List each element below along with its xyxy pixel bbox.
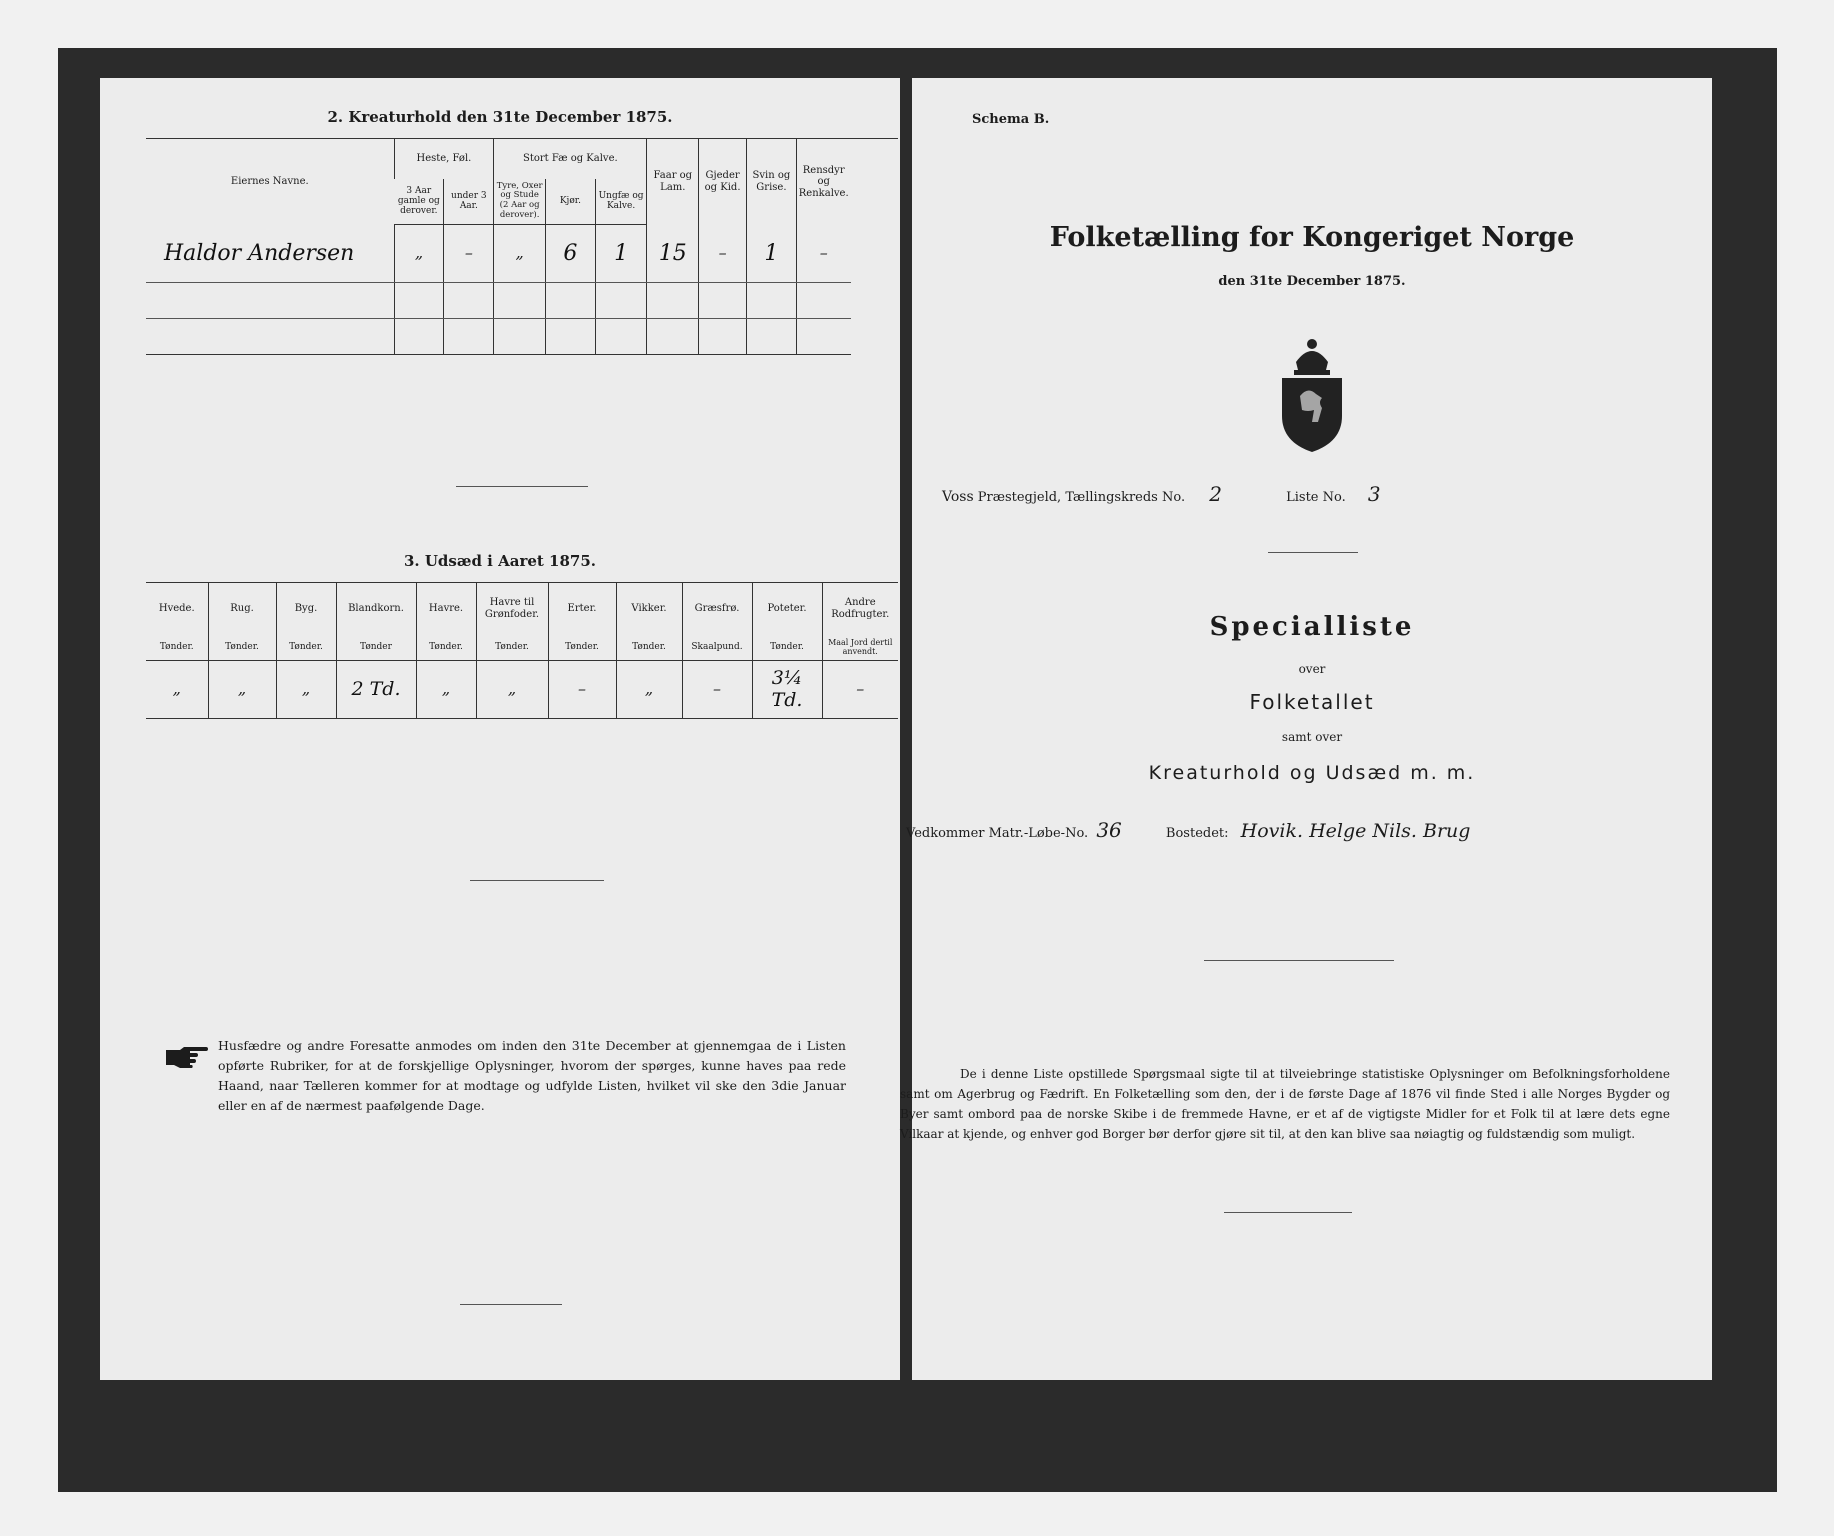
info-paragraph: De i denne Liste opstillede Spørgsmaal sigte til at tilveiebringe statistiske Oplysninger om Befolkningsforholdene samt om Agerbrug og Fædrift. En Folketælling som den, der i de første Dage af 1876 vil finde Sted i alle Norges Bygder og Byer samt ombord paa de norske Skibe i de fremmede Havne, er et af de vigtigste Midler for et Folk til at lære dets egne Vilkaar at kjende, og enhver god Borger bør derfor gjøre sit til, at den kan blive saa nøiagtig og fuldstændig som muligt. bbox=[900, 1067, 1670, 1141]
seed-value: „ bbox=[276, 661, 336, 719]
seed-value: – bbox=[548, 661, 616, 719]
pointing-hand-icon bbox=[164, 1044, 210, 1068]
seed-value: „ bbox=[416, 661, 476, 719]
col-faar: Faar og Lam. bbox=[647, 139, 699, 225]
seed-unit: Tønder bbox=[336, 635, 416, 661]
folketallet-heading: Folketallet bbox=[1249, 690, 1375, 714]
seed-unit: Tønder. bbox=[548, 635, 616, 661]
matr-label: Vedkommer Matr.-Løbe-No. bbox=[906, 826, 1089, 841]
seed-unit: Tønder. bbox=[208, 635, 276, 661]
col-heste-a: 3 Aar gamle og derover. bbox=[394, 179, 444, 225]
list-number: 3 bbox=[1367, 482, 1381, 506]
seed-col: Erter. bbox=[548, 583, 616, 635]
district-label: Tællingskreds No. bbox=[1065, 490, 1186, 505]
cell: 1 bbox=[595, 225, 647, 283]
bosted-name: Hovik. Helge Nils. Brug bbox=[1240, 820, 1471, 842]
col-gjeder: Gjeder og Kid. bbox=[699, 139, 747, 225]
seed-col: Byg. bbox=[276, 583, 336, 635]
seed-col: Rug. bbox=[208, 583, 276, 635]
seed-col: Græsfrø. bbox=[682, 583, 752, 635]
cell: 15 bbox=[647, 225, 699, 283]
kreaturhold-heading: Kreaturhold og Udsæd m. m. bbox=[1148, 762, 1476, 784]
divider bbox=[456, 486, 588, 487]
divider bbox=[470, 880, 604, 881]
cell: 6 bbox=[546, 225, 596, 283]
owner-name: Haldor Andersen bbox=[146, 225, 394, 283]
seed-col: Blandkorn. bbox=[336, 583, 416, 635]
section3-title: 3. Udsæd i Aaret 1875. bbox=[403, 552, 597, 570]
seed-value: „ bbox=[208, 661, 276, 719]
cell: – bbox=[796, 225, 850, 283]
divider bbox=[460, 1304, 562, 1305]
right-page bbox=[900, 78, 1712, 1380]
col-stort-b: Kjør. bbox=[546, 179, 596, 225]
census-date: den 31te December 1875. bbox=[1218, 274, 1406, 289]
seed-col: Vikker. bbox=[616, 583, 682, 635]
district-number: 2 bbox=[1209, 482, 1222, 506]
cell: – bbox=[699, 225, 747, 283]
seed-value: – bbox=[822, 661, 898, 719]
col-rensdyr: Rensdyr og Renkalve. bbox=[796, 139, 850, 225]
col-svin: Svin og Grise. bbox=[747, 139, 797, 225]
seed-value: „ bbox=[616, 661, 682, 719]
specialliste-heading: Specialliste bbox=[1209, 612, 1415, 642]
seed-value: „ bbox=[476, 661, 548, 719]
parish-label: Præstegjeld, bbox=[977, 490, 1062, 505]
seed-col: Andre Rodfrugter. bbox=[822, 583, 898, 635]
bosted-label: Bostedet: bbox=[1165, 826, 1229, 841]
seed-unit: Tønder. bbox=[476, 635, 548, 661]
page-fold bbox=[900, 78, 912, 1380]
seed-unit: Tønder. bbox=[616, 635, 682, 661]
seed-col: Havre til Grønfoder. bbox=[476, 583, 548, 635]
seed-unit: Tønder. bbox=[752, 635, 822, 661]
divider bbox=[1224, 1212, 1352, 1213]
seed-col: Poteter. bbox=[752, 583, 822, 635]
col-owner: Eiernes Navne. bbox=[146, 139, 394, 225]
seed-unit: Tønder. bbox=[146, 635, 208, 661]
seed-col: Hvede. bbox=[146, 583, 208, 635]
over-label: over bbox=[1298, 662, 1326, 676]
list-label: Liste No. bbox=[1286, 490, 1346, 505]
parish-name: Voss bbox=[942, 489, 974, 505]
section2-title: 2. Kreaturhold den 31te December 1875. bbox=[327, 108, 673, 126]
divider bbox=[1268, 552, 1358, 553]
cell: „ bbox=[394, 225, 444, 283]
col-stort-a: Tyre, Oxer og Stude (2 Aar og derover). bbox=[494, 179, 546, 225]
seed-unit: Tønder. bbox=[416, 635, 476, 661]
col-heste-b: under 3 Aar. bbox=[444, 179, 494, 225]
table-row bbox=[146, 225, 898, 283]
cell: „ bbox=[494, 225, 546, 283]
notice-text: Husfædre og andre Foresatte anmodes om inden den 31te December at gjennemgaa de i Listen opførte Rubriker, for at de forskjellige Oplysninger, hvorom der spørges, kunne haves paa rede Haand, naar Tælleren kommer for at modtage og udfylde Listen, hvilket vil ske den 3die Januar eller en af de nærmest paafølgende Dage. bbox=[218, 1038, 846, 1113]
left-page bbox=[100, 78, 900, 1380]
divider bbox=[1204, 960, 1394, 961]
col-stort: Stort Fæ og Kalve. bbox=[494, 139, 647, 179]
seed-value: – bbox=[682, 661, 752, 719]
seed-unit: Skaalpund. bbox=[682, 635, 752, 661]
col-heste: Heste, Føl. bbox=[394, 139, 494, 179]
livestock-table bbox=[146, 138, 898, 355]
samt-over-label: samt over bbox=[1281, 730, 1343, 744]
seed-unit: Maal Jord dertil anvendt. bbox=[822, 635, 898, 661]
cell: 1 bbox=[747, 225, 797, 283]
seed-unit: Tønder. bbox=[276, 635, 336, 661]
seed-value: 2 Td. bbox=[336, 661, 416, 719]
cell: – bbox=[444, 225, 494, 283]
table-row bbox=[146, 661, 898, 719]
seed-value: 3¼ Td. bbox=[752, 661, 822, 719]
seed-value: „ bbox=[146, 661, 208, 719]
matr-number: 36 bbox=[1096, 818, 1122, 842]
matr-line bbox=[906, 818, 1716, 842]
seed-table bbox=[146, 582, 898, 719]
schema-label: Schema B. bbox=[972, 112, 1050, 127]
location-line bbox=[942, 482, 1682, 506]
col-stort-c: Ungfæ og Kalve. bbox=[595, 179, 647, 225]
main-title: Folketælling for Kongeriget Norge bbox=[1049, 222, 1575, 253]
coat-of-arms-icon bbox=[1274, 336, 1350, 454]
seed-col: Havre. bbox=[416, 583, 476, 635]
